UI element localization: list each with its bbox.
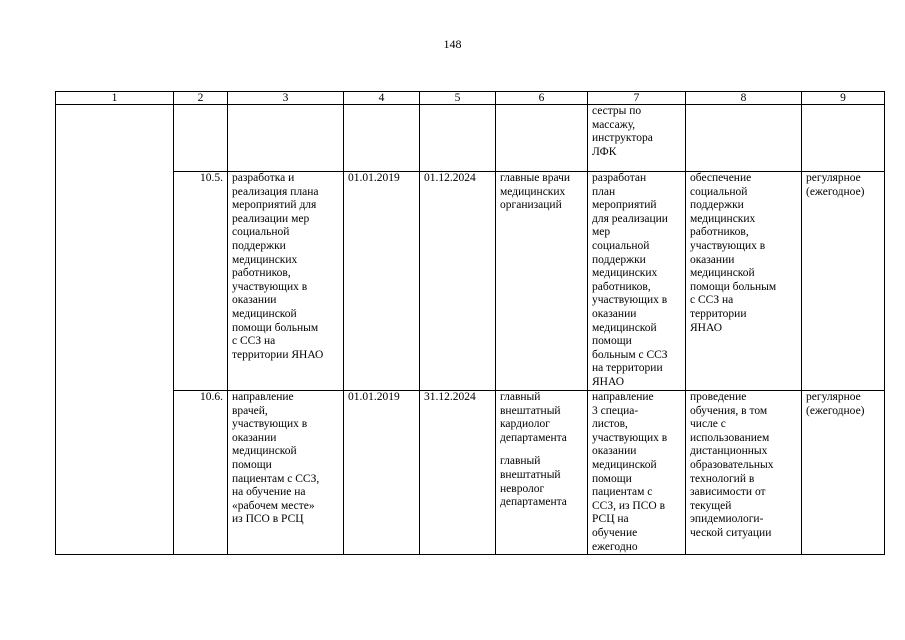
indicator-text: обеспечение социальной поддержки медицинских работников, участвующих в оказании медицинской помощи больным с ССЗ на территории ЯНАО: [690, 172, 777, 334]
continuation-text: сестры по массажу, инструктора ЛФК: [592, 105, 653, 158]
result-text: направление 3 специа- листов, участвующих в оказании медицинской помощи пациентам с ССЗ, из ПСО в РСЦ на обучение ежегодно: [592, 391, 668, 553]
responsible-text: главный внештатный кардиолог департамента: [500, 391, 567, 444]
col-header-7: 7: [588, 92, 686, 105]
frequency-text: регулярное (ежегодное): [806, 391, 865, 417]
end-date: 01.12.2024: [420, 172, 496, 391]
col-header-6: 6: [496, 92, 588, 105]
table-row: [56, 391, 885, 555]
page-number: 148: [443, 37, 462, 51]
responsible-text: главный внештатный невролог департамента: [500, 455, 567, 509]
action-text: направление врачей, участвующих в оказании медицинской помощи пациентам с ССЗ, на обучение на «рабочем месте» из ПСО в РСЦ: [232, 391, 320, 526]
col-header-4: 4: [344, 92, 420, 105]
frequency-text: регулярное (ежегодное): [806, 172, 865, 198]
item-number: 10.6.: [174, 391, 228, 555]
section-cell: [56, 105, 174, 555]
table-row: [56, 172, 885, 391]
col-header-8: 8: [686, 92, 802, 105]
header-row: [56, 92, 885, 105]
col-header-3: 3: [228, 92, 344, 105]
col-header-2: 2: [174, 92, 228, 105]
col-header-1: 1: [56, 92, 174, 105]
start-date: 01.01.2019: [344, 391, 420, 555]
indicator-text: проведение обучения, в том числе с использованием дистанционных образовательных технологий в зависимости от текущей эпидемиологи- ческой ситуации: [690, 391, 774, 539]
col-header-5: 5: [420, 92, 496, 105]
plan-table: [55, 91, 885, 555]
result-text: разработан план мероприятий для реализации мер социальной поддержки медицинских работников, участвующих в оказании медицинской помощи больным с ССЗ на территории ЯНАО: [592, 172, 668, 388]
continuation-row: [56, 105, 885, 172]
item-number: 10.5.: [174, 172, 228, 391]
col-header-9: 9: [802, 92, 885, 105]
action-text: разработка и реализация плана мероприятий для реализации мер социальной поддержки медицинских работников, участвующих в оказании медицинской помощи больным с ССЗ на территории ЯНАО: [232, 172, 324, 361]
responsible-text: главные врачи медицинских организаций: [500, 172, 571, 212]
end-date: 31.12.2024: [420, 391, 496, 555]
start-date: 01.01.2019: [344, 172, 420, 391]
